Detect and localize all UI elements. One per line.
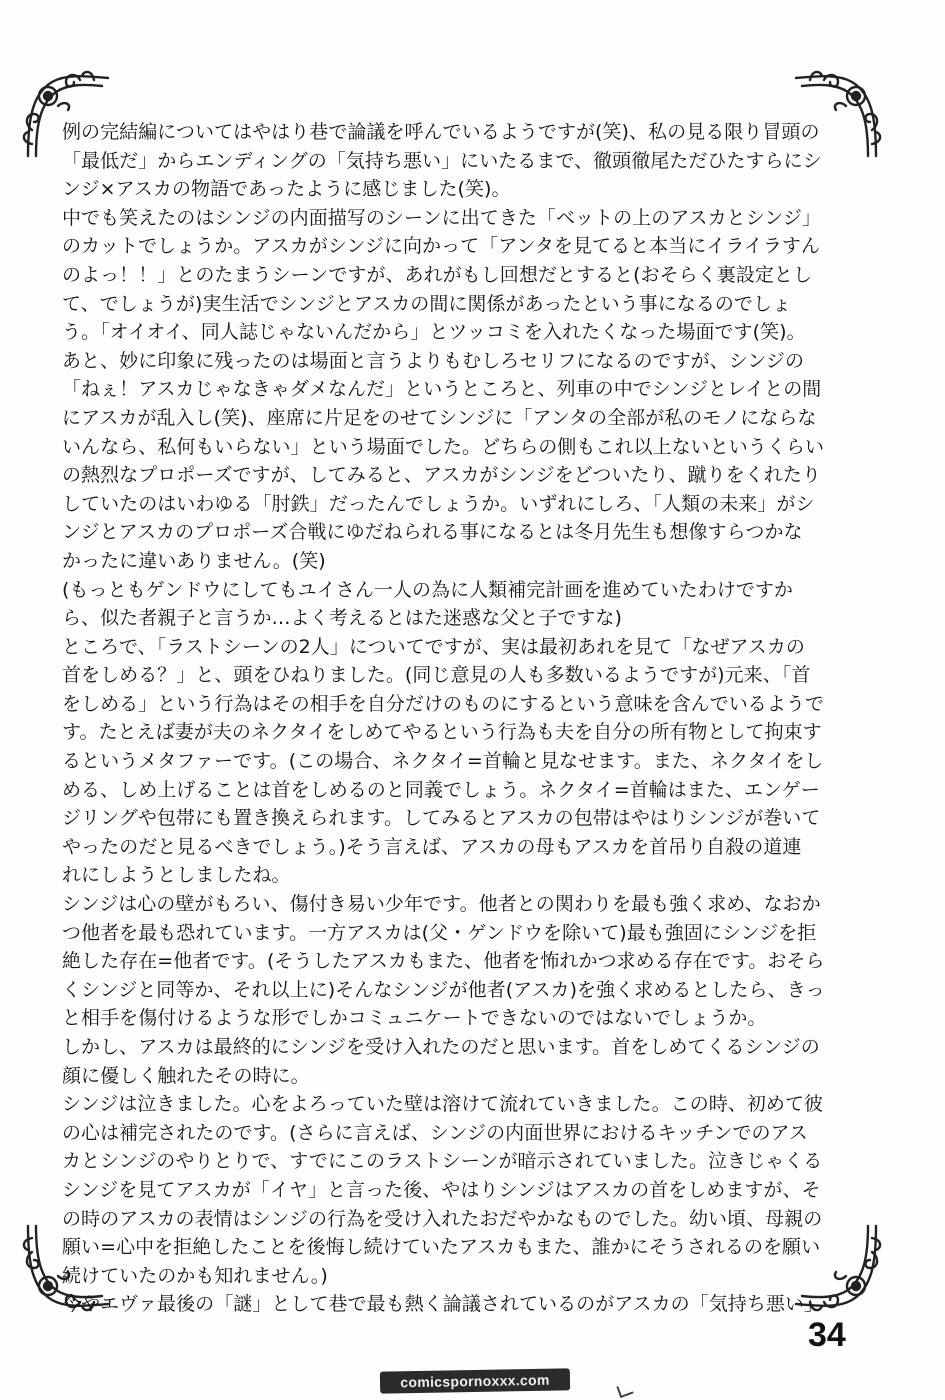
page-number: 34 xyxy=(808,1316,846,1354)
text-line: 願い=心中を拒絶したことを後悔し続けていたアスカもまた、誰かにそうされるのを願い xyxy=(62,1236,821,1259)
text-line: ら、似た者親子と言うか…よく考えるとはた迷惑な父と子ですな) xyxy=(62,607,622,630)
text-line: シンジは心の壁がもろい、傷付き易い少年です。他者との関わりを最も強く求め、なおか xyxy=(62,893,821,916)
text-line: あと、妙に印象に残ったのは場面と言うよりもむしろセリフになるのですが、シンジの xyxy=(62,349,805,372)
text-line: ンジとアスカのプロポーズ合戦にゆだねられる事になるとは冬月先生も想像すらつかな xyxy=(62,521,803,544)
text-line: カとシンジのやりとりで、すでにこのラストシーンが暗示されていました。泣きじゃくる xyxy=(62,1150,823,1173)
text-line: ところで、「ラストシーンの2人」についてですが、実は最初あれを見て「なぜアスカの xyxy=(62,635,805,658)
text-line: と相手を傷付けるような形でしかコミュニケートできないのではないでしょうか。 xyxy=(62,1007,767,1030)
watermark: comicspornoxxx.com xyxy=(380,1368,570,1393)
text-line: 今やエヴァ最後の「謎」として巷で最も熱く論議されているのがアスカの「気持ち悪い」 xyxy=(62,1293,824,1316)
text-line: くシンジと同等か、それ以上に)そんなシンジが他者(アスカ)を強く求めるとしたら、きっ xyxy=(62,978,825,1001)
text-line: て、でしょうが)実生活でシンジとアスカの間に関係があったという事になるのでしょ xyxy=(62,292,792,315)
text-line: れにしようとしましたね。 xyxy=(62,864,291,887)
text-line: の時のアスカの表情はシンジの行為を受け入れたおだやかなものでした。幼い頃、母親の xyxy=(62,1207,823,1230)
text-line: やったのだと見るべきでしょう。)そう言えば、アスカの母もアスカを首吊り自殺の道連 xyxy=(62,835,802,858)
text-line: ンジ×アスカの物語であったように感じました(笑)。 xyxy=(62,178,511,201)
text-line: 絶した存在=他者です。(そうしたアスカもまた、他者を怖れかつ求める存在です。おそら xyxy=(62,950,825,973)
text-line: いんなら、私何もいらない」という場面でした。どちらの側もこれ以上ないというくらい xyxy=(62,435,825,458)
text-line: う。「オイオイ、同人誌じゃないんだから」とツッコミを入れたくなった場面です(笑)。 xyxy=(62,321,806,344)
text-line: していたのはいわゆる「肘鉄」だったんでしょうか。いずれにしろ、「人類の未来」がシ xyxy=(62,492,815,515)
stray-pen-mark xyxy=(616,1382,633,1398)
text-line: のカットでしょうか。アスカがシンジに向かって「アンタを見てると本当にイライラすん xyxy=(62,235,821,258)
text-line: 首をしめる？」と、頭をひねりました。(同じ意見の人も多数いるようですが)元来、「首 xyxy=(62,664,811,687)
text-line: (もっともゲンドウにしてもユイさん一人の為に人類補完計画を進めていたわけですか xyxy=(62,578,793,601)
text-line: の心は補完されたのです。(さらに言えば、シンジの内面世界におけるキッチンでのアス xyxy=(62,1121,808,1144)
text-line: シンジを見てアスカが「イヤ」と言った後、やはりシンジはアスカの首をしめますが、そ xyxy=(62,1178,821,1201)
text-line: 続けていたのかも知れません。) xyxy=(62,1264,328,1287)
text-line: シンジは泣きました。心をよろっていた壁は溶けて流れていきました。この時、初めて彼 xyxy=(62,1093,824,1116)
text-line: のよっ！！」とのたまうシーンですが、あれがもし回想だとすると(おそらく裏設定とし xyxy=(62,263,813,286)
text-line: の熱烈なプロポーズですが、してみると、アスカがシンジをどついたり、蹴りをくれたり xyxy=(62,464,821,487)
body-text xyxy=(62,118,844,1319)
text-line: す。たとえば妻が夫のネクタイをしめてやるという行為も夫を自分の所有物として拘束す xyxy=(62,721,822,744)
text-line: をしめる」という行為はその相手を自分だけのものにするという意味を含んでいるようで xyxy=(62,692,825,715)
text-line: つ他者を最も恐れています。一方アスカは(父・ゲンドウを除いて)最も強固にシンジを拒 xyxy=(62,921,817,944)
text-line: める、しめ上げることは首をしめるのと同義でしょう。ネクタイ=首輪はまた、エンゲー xyxy=(62,778,820,801)
text-line: 中でも笑えたのはシンジの内面描写のシーンに出てきた「ベットの上のアスカとシンジ」 xyxy=(62,206,821,229)
text-line: しかし、アスカは最終的にシンジを受け入れたのだと思います。首をしめてくるシンジの xyxy=(62,1036,820,1058)
text-line: 「最低だ」からエンディングの「気持ち悪い」にいたるまで、徹頭徹尾ただひたすらにシ xyxy=(62,149,822,172)
text-line: にアスカが乱入し(笑)、座席に片足をのせてシンジに「アンタの全部が私のモノにならな xyxy=(62,406,817,429)
text-line: 顔に優しく触れたその時に。 xyxy=(62,1064,310,1087)
text-line: るというメタファーです。(この場合、ネクタイ=首輪と見なせます。また、ネクタイをし xyxy=(62,750,824,773)
text-line: 「ねぇ！アスカじゃなきゃダメなんだ」というところと、列車の中でシンジとレイとの間 xyxy=(62,378,822,401)
text-line: かったに違いありません。(笑) xyxy=(62,549,326,572)
text-line: ジリングや包帯にも置き換えられます。してみるとアスカの包帯はやはりシンジが巻いて xyxy=(62,807,821,830)
text-line: 例の完結編についてはやはり巷で論議を呼んでいるようですが(笑)、私の見る限り冒頭の xyxy=(62,121,820,143)
